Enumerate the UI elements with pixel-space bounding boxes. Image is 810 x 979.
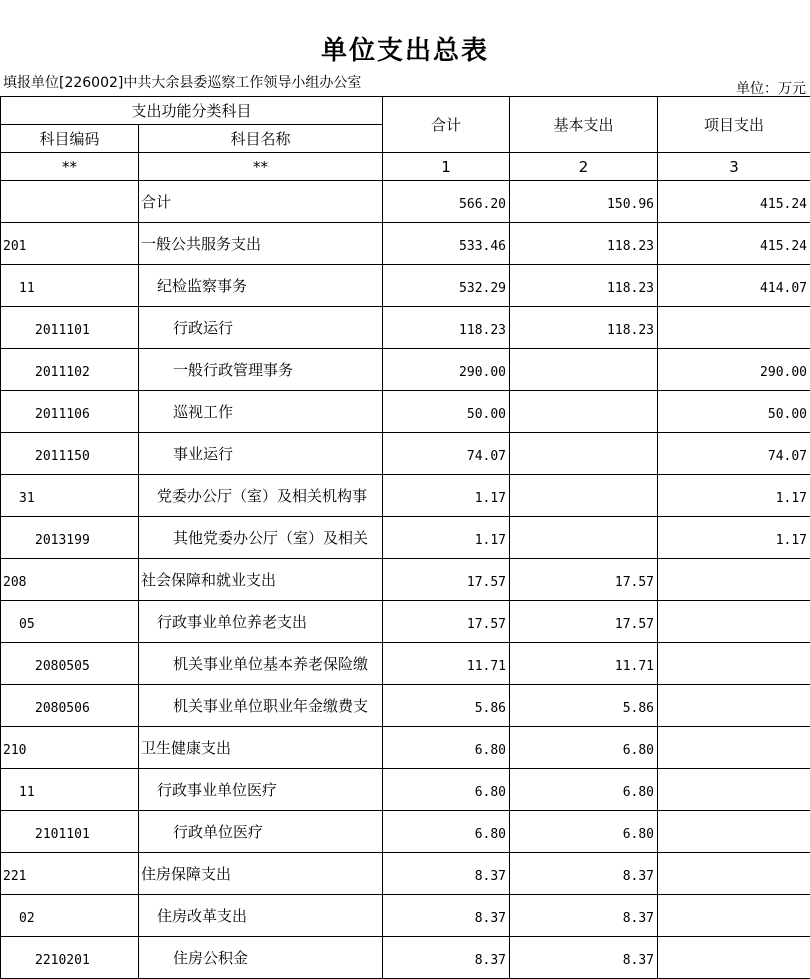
cell-basic: 11.71 [510,643,658,685]
cell-name: 住房改革支出 [139,895,383,937]
cell-basic: 8.37 [510,895,658,937]
cell-total: 118.23 [383,307,510,349]
table-row [1,517,810,559]
cell-project: 415.24 [658,223,810,265]
cell-total: 533.46 [383,223,510,265]
cell-code: 2011102 [1,349,139,391]
cell-name: 党委办公厅（室）及相关机构事 [139,475,383,517]
cell-name: 合计 [139,181,383,223]
cell-project [658,685,810,727]
cell-basic: 6.80 [510,769,658,811]
cell-total: 6.80 [383,727,510,769]
header-project: 项目支出 [658,97,810,153]
table-row [1,433,810,475]
cell-total: 1.17 [383,517,510,559]
cell-code: 210 [1,727,139,769]
table-row [1,685,810,727]
cell-basic: 8.37 [510,937,658,979]
table-row [1,265,810,307]
cell-total: 566.20 [383,181,510,223]
table-row [1,769,810,811]
cell-basic: 17.57 [510,559,658,601]
cell-project: 415.24 [658,181,810,223]
page-title: 单位支出总表 [0,30,810,67]
cell-basic [510,391,658,433]
table-row [1,937,810,979]
cell-code: 208 [1,559,139,601]
table-row [1,475,810,517]
cell-project [658,937,810,979]
header-col-1: 1 [383,153,510,181]
cell-code: 31 [1,475,139,517]
cell-project: 1.17 [658,517,810,559]
cell-total: 8.37 [383,937,510,979]
header-code-marker: ** [1,153,139,181]
table-row [1,853,810,895]
cell-total: 532.29 [383,265,510,307]
cell-basic: 5.86 [510,685,658,727]
cell-total: 74.07 [383,433,510,475]
cell-total: 50.00 [383,391,510,433]
cell-project [658,811,810,853]
cell-basic [510,433,658,475]
cell-name: 行政事业单位医疗 [139,769,383,811]
cell-name: 一般公共服务支出 [139,223,383,265]
cell-total: 17.57 [383,601,510,643]
cell-project [658,601,810,643]
table-row [1,349,810,391]
header-col-3: 3 [658,153,810,181]
table-row [1,811,810,853]
cell-project [658,769,810,811]
cell-name: 社会保障和就业支出 [139,559,383,601]
table-body [1,181,810,979]
cell-project [658,307,810,349]
cell-name: 卫生健康支出 [139,727,383,769]
reporting-unit: 填报单位[226002]中共大余县委巡察工作领导小组办公室 [3,72,361,92]
expenditure-table [0,96,810,979]
cell-name: 住房公积金 [139,937,383,979]
cell-name: 其他党委办公厅（室）及相关 [139,517,383,559]
cell-basic [510,517,658,559]
cell-name: 纪检监察事务 [139,265,383,307]
table-row [1,727,810,769]
cell-basic: 8.37 [510,853,658,895]
header-code: 科目编码 [1,125,139,153]
cell-project: 74.07 [658,433,810,475]
cell-name: 住房保障支出 [139,853,383,895]
cell-basic [510,475,658,517]
cell-basic: 6.80 [510,727,658,769]
table-row [1,601,810,643]
cell-project [658,559,810,601]
cell-code: 2011106 [1,391,139,433]
cell-basic: 118.23 [510,265,658,307]
cell-code: 2013199 [1,517,139,559]
cell-name: 巡视工作 [139,391,383,433]
cell-code: 11 [1,769,139,811]
table-row [1,559,810,601]
cell-project: 290.00 [658,349,810,391]
cell-code: 05 [1,601,139,643]
cell-code: 201 [1,223,139,265]
header-category-group: 支出功能分类科目 [1,97,383,125]
currency-unit: 单位：万元 [736,78,806,98]
cell-code [1,181,139,223]
header-col-2: 2 [510,153,658,181]
cell-code: 2080506 [1,685,139,727]
cell-total: 6.80 [383,769,510,811]
cell-name: 行政运行 [139,307,383,349]
cell-project [658,895,810,937]
header-name-marker: ** [139,153,383,181]
table-row [1,223,810,265]
cell-basic: 150.96 [510,181,658,223]
cell-total: 17.57 [383,559,510,601]
cell-name: 行政单位医疗 [139,811,383,853]
cell-project: 1.17 [658,475,810,517]
cell-basic: 118.23 [510,223,658,265]
cell-code: 02 [1,895,139,937]
cell-project [658,853,810,895]
cell-project: 414.07 [658,265,810,307]
cell-code: 2210201 [1,937,139,979]
cell-code: 2011101 [1,307,139,349]
cell-project [658,643,810,685]
cell-total: 6.80 [383,811,510,853]
cell-name: 机关事业单位基本养老保险缴 [139,643,383,685]
cell-code: 221 [1,853,139,895]
cell-total: 8.37 [383,895,510,937]
cell-project: 50.00 [658,391,810,433]
header-total: 合计 [383,97,510,153]
cell-code: 11 [1,265,139,307]
cell-basic: 6.80 [510,811,658,853]
cell-basic: 118.23 [510,307,658,349]
cell-code: 2080505 [1,643,139,685]
cell-total: 8.37 [383,853,510,895]
cell-name: 事业运行 [139,433,383,475]
cell-name: 行政事业单位养老支出 [139,601,383,643]
cell-total: 5.86 [383,685,510,727]
table-row [1,181,810,223]
table-row [1,391,810,433]
cell-name: 一般行政管理事务 [139,349,383,391]
cell-project [658,727,810,769]
table-row [1,895,810,937]
cell-total: 290.00 [383,349,510,391]
cell-total: 11.71 [383,643,510,685]
cell-code: 2101101 [1,811,139,853]
cell-code: 2011150 [1,433,139,475]
table-row [1,643,810,685]
table-row [1,307,810,349]
header-basic: 基本支出 [510,97,658,153]
header-name: 科目名称 [139,125,383,153]
cell-basic: 17.57 [510,601,658,643]
cell-name: 机关事业单位职业年金缴费支 [139,685,383,727]
cell-total: 1.17 [383,475,510,517]
cell-basic [510,349,658,391]
